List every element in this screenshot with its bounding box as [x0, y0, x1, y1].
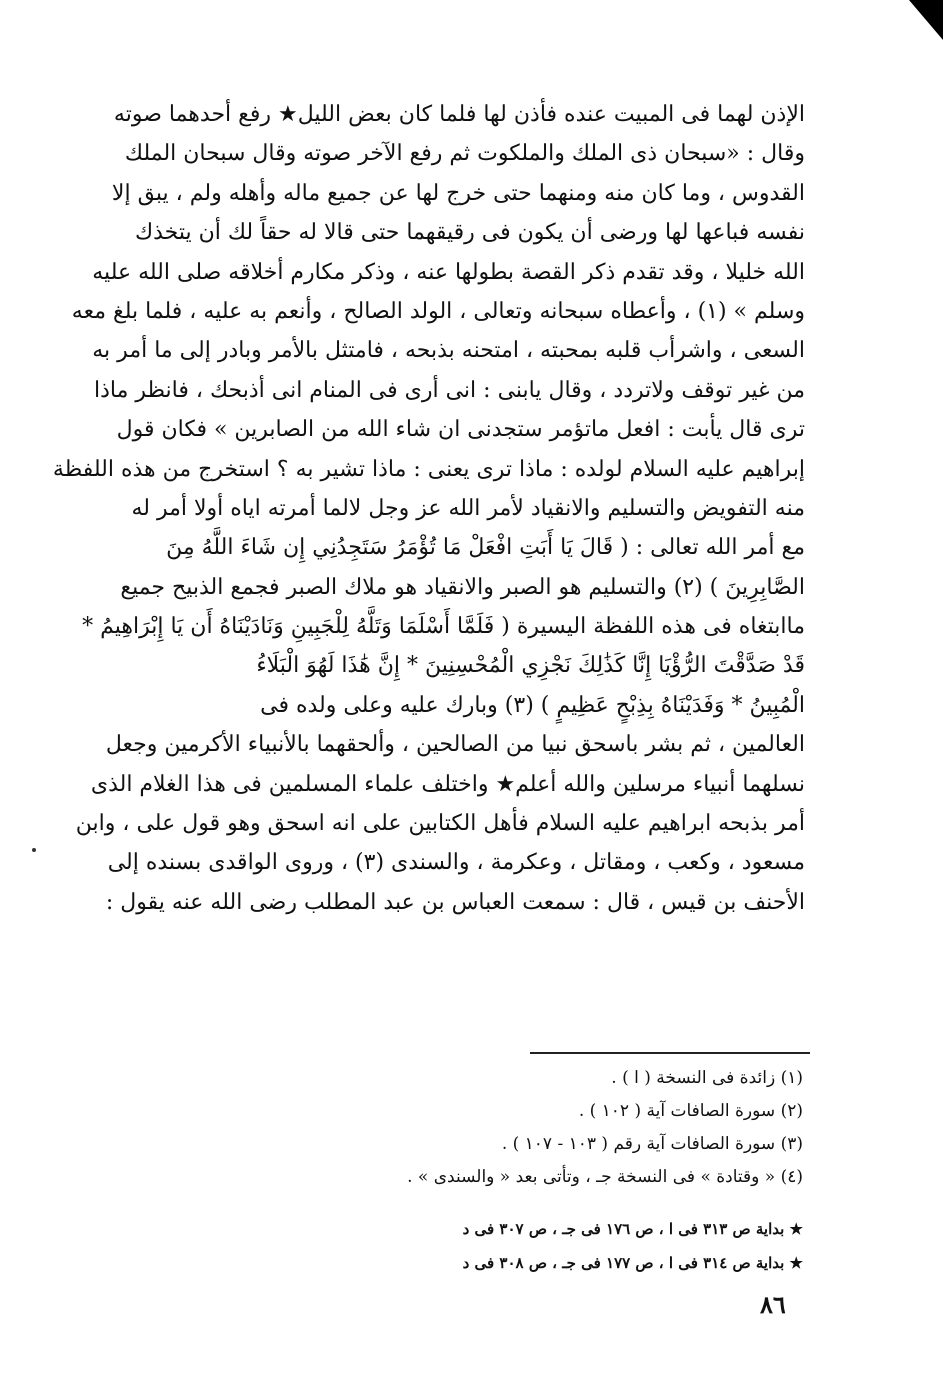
- footnote-1: (١) زائدة فى النسخة ( ا ) .: [611, 1068, 803, 1088]
- text-line: القدوس ، وما كان منه ومنهما حتى خرج لها عن جميع ماله وأهله ولم ، يبق إلا: [111, 180, 805, 206]
- text-line: مع أمر الله تعالى : ( قَالَ يَا أَبَتِ افْعَلْ مَا تُؤْمَرُ سَتَجِدُنِي إِن شَاءَ اللَّهُ مِنَ: [166, 535, 805, 561]
- footnote-2: (٢) سورة الصافات آية ( ١٠٢ ) .: [578, 1101, 803, 1121]
- page-number: ٨٦: [760, 1290, 786, 1319]
- text-line: نسلهما أنبياء مرسلين والله أعلم★ واختلف علماء المسلمين فى هذا الغلام الذى: [90, 771, 805, 797]
- text-line: ماابتغاه فى هذه اللفظة اليسيرة ( فَلَمَّا أَسْلَمَا وَتَلَّهُ لِلْجَبِينِ وَنَادَيْنَاهُ أَن يَا إِبْرَاهِيمُ *: [82, 614, 805, 640]
- text-line: الله خليلا ، وقد تقدم ذكر القصة بطولها عنه ، وذكر مكارم أخلاقه صلى الله عليه: [92, 259, 805, 285]
- text-line: نفسه فباعها لها ورضى أن يكون فى رقيقهما حتى قالا له حقاً لك أن يتخذك: [134, 220, 805, 246]
- page-break-mark: ★ بداية ص ٣١٣ فى ا ، ص ١٧٦ فى جـ ، ص ٣٠٧ فى د: [462, 1220, 803, 1238]
- text-line: إبراهيم عليه السلام لولده : ماذا ترى يعنى : ماذا تشير به ؟ استخرج من هذه اللفظة: [52, 456, 805, 482]
- text-line: أمر بذبحه ابراهيم عليه السلام فأهل الكتابين على انه اسحق وهو قول على ، وابن: [75, 811, 805, 837]
- text-line: السعى ، واشرأب قلبه بمحبته ، امتحنه بذبحه ، فامتثل بالأمر وبادر إلى ما أمر به: [92, 338, 805, 364]
- text-line: الصَّابِرِينَ ) (٢) والتسليم هو الصبر والانقياد هو ملاك الصبر فجمع الذبيح جميع: [120, 574, 805, 600]
- text-line: العالمين ، ثم بشر باسحق نبيا من الصالحين ، وألحقهما بالأنبياء الأكرمين وجعل: [105, 732, 805, 758]
- main-text-block: [52, 95, 805, 922]
- footnote-divider: [530, 1052, 810, 1054]
- footnote-3: (٣) سورة الصافات آية رقم ( ١٠٣ - ١٠٧ ) .: [501, 1134, 803, 1154]
- text-line: الإذن لهما فى المبيت عنده فأذن لها فلما كان بعض الليل★ رفع أحدهما صوته: [113, 102, 805, 127]
- text-line: وقال : «سبحان ذى الملك والملكوت ثم رفع الآخر صوته وقال سبحان الملك: [124, 141, 805, 167]
- footnote-4: (٤) « وقتادة » فى النسخة جـ ، وتأتى بعد « والسندى » .: [407, 1167, 803, 1187]
- page-break-marks: [283, 1212, 803, 1280]
- text-line: ترى قال يأبت : افعل ماتؤمر ستجدنى ان شاء الله من الصابرين » فكان قول: [116, 417, 805, 443]
- text-line: من غير توقف ولاتردد ، وقال يابنى : انى أرى فى المنام انى أذبحك ، فانظر ماذا: [93, 377, 805, 403]
- text-line: قَدْ صَدَّقْتَ الرُّؤْيَا إِنَّا كَذَٰلِكَ نَجْزِي الْمُحْسِنِينَ * إِنَّ هَٰذَا لَهُوَ الْبَلَاءُ: [256, 653, 805, 679]
- text-line: الْمُبِينُ * وَفَدَيْنَاهُ بِذِبْحٍ عَظِيمٍ ) (٣) وبارك عليه وعلى ولده فى: [260, 692, 805, 718]
- page-corner-mark: [909, 0, 943, 40]
- text-line: منه التفويض والتسليم والانقياد لأمر الله عز وجل لالما أمرته اياه أولا أمر له: [131, 495, 805, 521]
- footnotes: [283, 1062, 803, 1194]
- text-line: الأحنف بن قيس ، قال : سمعت العباس بن عبد المطلب رضى الله عنه يقول :: [105, 889, 805, 915]
- text-line: مسعود ، وكعب ، ومقاتل ، وعكرمة ، والسندى (٣) ، وروى الواقدى بسنده إلى: [107, 850, 805, 876]
- text-line: وسلم » (١) ، وأعطاه سبحانه وتعالى ، الولد الصالح ، وأنعم به عليه ، فلما بلغ معه: [71, 298, 805, 324]
- page-break-mark: ★ بداية ص ٣١٤ فى ا ، ص ١٧٧ فى جـ ، ص ٣٠٨ فى د: [462, 1254, 803, 1272]
- scan-dot: [32, 848, 36, 852]
